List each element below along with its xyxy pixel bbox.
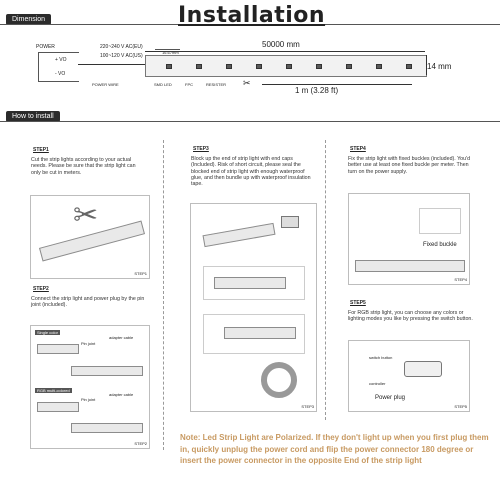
smd-led-icon <box>196 64 202 69</box>
width-line <box>426 55 427 75</box>
how-to-install-tab: How to install <box>6 111 60 122</box>
step3-corner: STEP3 <box>301 404 314 409</box>
smd-led-icon <box>286 64 292 69</box>
segment-length: 16.67mm <box>162 50 179 55</box>
step2-image <box>30 325 150 449</box>
total-length: 50000 mm <box>262 40 300 49</box>
pin-joint-label: Pin joint <box>81 341 96 346</box>
column-divider <box>163 140 164 450</box>
step1-tab: STEP1 <box>33 147 49 153</box>
strip-light <box>355 260 465 272</box>
buckle-detail <box>419 208 461 234</box>
strip-light <box>37 402 79 412</box>
end-cap <box>281 216 299 228</box>
polarity-note: Note: Led Strip Light are Polarized. If they don't light up when you first plug them in, quickly unplug the power cord and flip the power connector 180 degree or insert the power connector in the opposite End of the strip light <box>180 433 489 465</box>
minus-vo-label: - VO <box>55 71 66 77</box>
plus-vo-label: + VO <box>55 57 67 63</box>
voltage-us: 100~120 V AC(US) <box>100 53 143 59</box>
step1-corner: STEP1 <box>134 271 147 276</box>
label-smd-led: SMD LED <box>154 82 172 87</box>
segment-length-line <box>155 49 180 50</box>
step3-image <box>190 203 317 412</box>
power-plug-label: Power plug <box>375 395 406 401</box>
smd-led-icon <box>376 64 382 69</box>
step5-image <box>348 340 470 412</box>
step3-panel <box>203 266 305 300</box>
adapter-cable-label: adapter cable <box>109 335 134 340</box>
strip-light <box>71 366 143 376</box>
dimension-tab: Dimension <box>6 14 51 25</box>
width-label: 14 mm <box>427 62 452 71</box>
rgb-label: RGB multi-colored <box>37 388 70 393</box>
step5-corner: STEP5 <box>454 404 467 409</box>
label-power-wire: POWER WIRE <box>92 82 119 87</box>
power-wire-line <box>78 64 148 65</box>
label-fpc: FPC <box>185 82 193 87</box>
switch-button-label: switch button <box>369 355 393 360</box>
strip-light <box>37 344 79 354</box>
step2-corner: STEP2 <box>134 441 147 446</box>
step4-corner: STEP4 <box>454 277 467 282</box>
step1-desc: Cut the strip lights according to your actual needs. Please be sure that the strip light can only be cut in meters. <box>31 157 136 176</box>
power-wire-bracket <box>38 52 79 82</box>
pin-joint2-label: Pin joint <box>81 397 96 402</box>
total-length-line <box>145 51 425 52</box>
smd-led-icon <box>316 64 322 69</box>
step4-desc: Fix the strip light with fixed buckles (included). You'd better use at least one fixed buckle per meter. Then turn on the power supply. <box>348 156 471 175</box>
page-title: Installation <box>178 3 326 28</box>
label-resister: RESISTER <box>206 82 227 87</box>
cut-length: 1 m (3.28 ft) <box>295 86 339 95</box>
how-to-divider <box>0 121 500 122</box>
single-color-label: Single color <box>37 330 58 335</box>
column-divider <box>325 140 326 420</box>
step4-tab: STEP4 <box>350 146 366 152</box>
scissors-icon: ✂ <box>73 199 99 232</box>
strip-dimension-drawing <box>145 55 427 77</box>
voltage-eu: 220~240 V AC(EU) <box>100 44 143 50</box>
cut-length-line <box>262 84 412 85</box>
strip-light <box>203 223 276 247</box>
smd-led-icon <box>346 64 352 69</box>
step4-image <box>348 193 470 285</box>
fixed-buckle-label: Fixed buckle <box>423 242 457 248</box>
power-label: POWER <box>36 44 55 50</box>
step3-tab: STEP3 <box>193 146 209 152</box>
controller-box <box>404 361 442 377</box>
smd-led-icon <box>226 64 232 69</box>
step5-tab: STEP5 <box>350 300 366 306</box>
scissors-icon: ✂ <box>243 78 251 88</box>
smd-led-icon <box>406 64 412 69</box>
controller-label: controller <box>369 381 386 386</box>
insulation-tape <box>261 362 297 398</box>
adapter-cable2-label: adapter cable <box>109 392 134 397</box>
strip-light <box>71 423 143 433</box>
step2-desc: Connect the strip light and power plug by the pin joint (included). <box>31 296 145 309</box>
step5-desc: For RGB strip light, you can choose any colors or lighting modes you like by pressing the switch button. <box>348 310 473 323</box>
step3-panel <box>203 314 305 354</box>
strip-light <box>224 327 296 339</box>
step3-desc: Block up the end of strip light with end caps (Included). Risk of short circuit, please seal the blocked end of strip light with enough waterproof glue, and then bundle up with waterproof insulation tape. <box>191 156 311 188</box>
smd-led-icon <box>166 64 172 69</box>
step2-tab: STEP2 <box>33 286 49 292</box>
smd-led-icon <box>256 64 262 69</box>
step1-image <box>30 195 150 279</box>
strip-light <box>214 277 286 289</box>
